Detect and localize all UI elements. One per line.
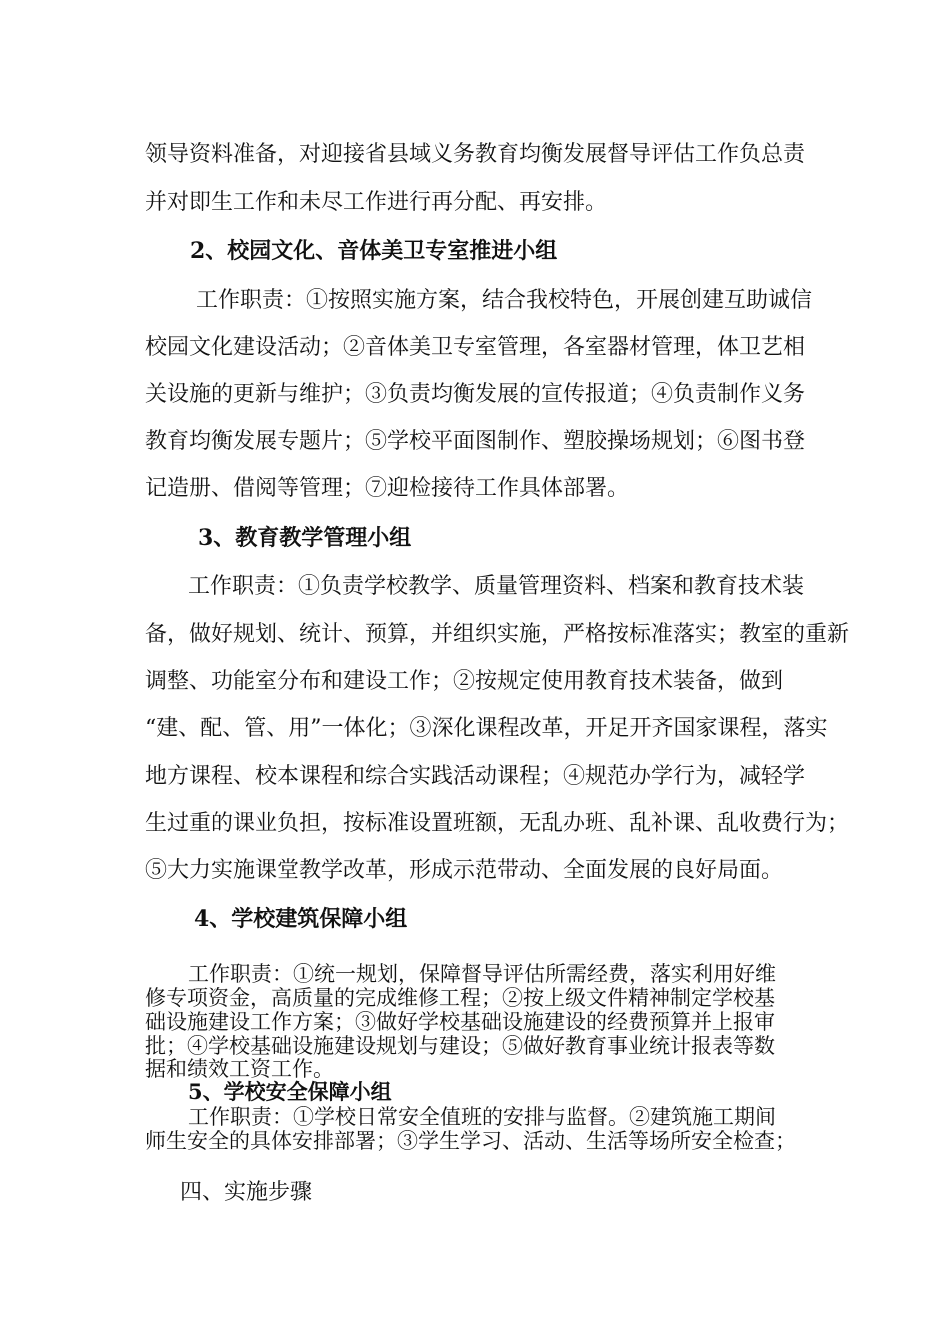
section-3-line-4: “建、配、管、用”一体化；③深化课程改革，开足开齐国家课程，落实 bbox=[145, 716, 828, 741]
section-2-line-1: 工作职责：①按照实施方案，结合我校特色，开展创建互助诚信 bbox=[196, 288, 813, 313]
section-4-heading: 4、学校建筑保障小组 bbox=[194, 906, 408, 932]
intro-line-1: 领导资料准备，对迎接省县域义务教育均衡发展督导评估工作负总责 bbox=[145, 142, 806, 167]
section-4-line-3: 础设施建设工作方案；③做好学校基础设施建设的经费预算并上报审 bbox=[145, 1010, 775, 1034]
section-3-line-7: ⑤大力实施课堂教学改革，形成示范带动、全面发展的良好局面。 bbox=[145, 858, 784, 883]
section-3-line-3: 调整、功能室分布和建设工作；②按规定使用教育技术装备，做到 bbox=[145, 669, 784, 694]
section-2-line-2: 校园文化建设活动；②音体美卫专室管理，各室器材管理，体卫艺相 bbox=[145, 335, 806, 360]
section-2-line-4: 教育均衡发展专题片；⑤学校平面图制作、塑胶操场规划；⑥图书登 bbox=[145, 429, 806, 454]
section-4-line-1: 工作职责：①统一规划，保障督导评估所需经费，落实利用好维 bbox=[188, 962, 776, 986]
section-2-heading: 2、校园文化、音体美卫专室推进小组 bbox=[190, 238, 558, 264]
section-4-line-5: 据和绩效工资工作。 bbox=[145, 1057, 334, 1081]
section-5-heading: 5、学校安全保障小组 bbox=[188, 1079, 392, 1104]
section-3-line-1: 工作职责：①负责学校教学、质量管理资料、档案和教育技术装 bbox=[188, 574, 805, 599]
section-2-line-5: 记造册、借阅等管理；⑦迎检接待工作具体部署。 bbox=[145, 476, 630, 501]
implementation-steps-heading: 四、实施步骤 bbox=[180, 1180, 313, 1205]
section-3-line-6: 生过重的课业负担，按标准设置班额，无乱办班、乱补课、乱收费行为； bbox=[145, 811, 850, 836]
section-5-line-2: 师生安全的具体安排部署；③学生学习、活动、生活等场所安全检查； bbox=[145, 1129, 796, 1153]
section-3-heading: 3、教育教学管理小组 bbox=[198, 525, 412, 551]
section-3-line-5: 地方课程、校本课程和综合实践活动课程；④规范办学行为，减轻学 bbox=[145, 764, 806, 789]
section-3-line-2: 备，做好规划、统计、预算，并组织实施，严格按标准落实；教室的重新 bbox=[145, 622, 850, 647]
intro-line-2: 并对即生工作和未尽工作进行再分配、再安排。 bbox=[145, 190, 608, 215]
section-4-line-4: 批；④学校基础设施建设规划与建设；⑤做好教育事业统计报表等数 bbox=[145, 1034, 775, 1058]
section-2-line-3: 关设施的更新与维护；③负责均衡发展的宣传报道；④负责制作义务 bbox=[145, 382, 806, 407]
section-4-line-2: 修专项资金，高质量的完成维修工程；②按上级文件精神制定学校基 bbox=[145, 986, 775, 1010]
section-5-line-1: 工作职责：①学校日常安全值班的安排与监督。②建筑施工期间 bbox=[188, 1105, 776, 1129]
